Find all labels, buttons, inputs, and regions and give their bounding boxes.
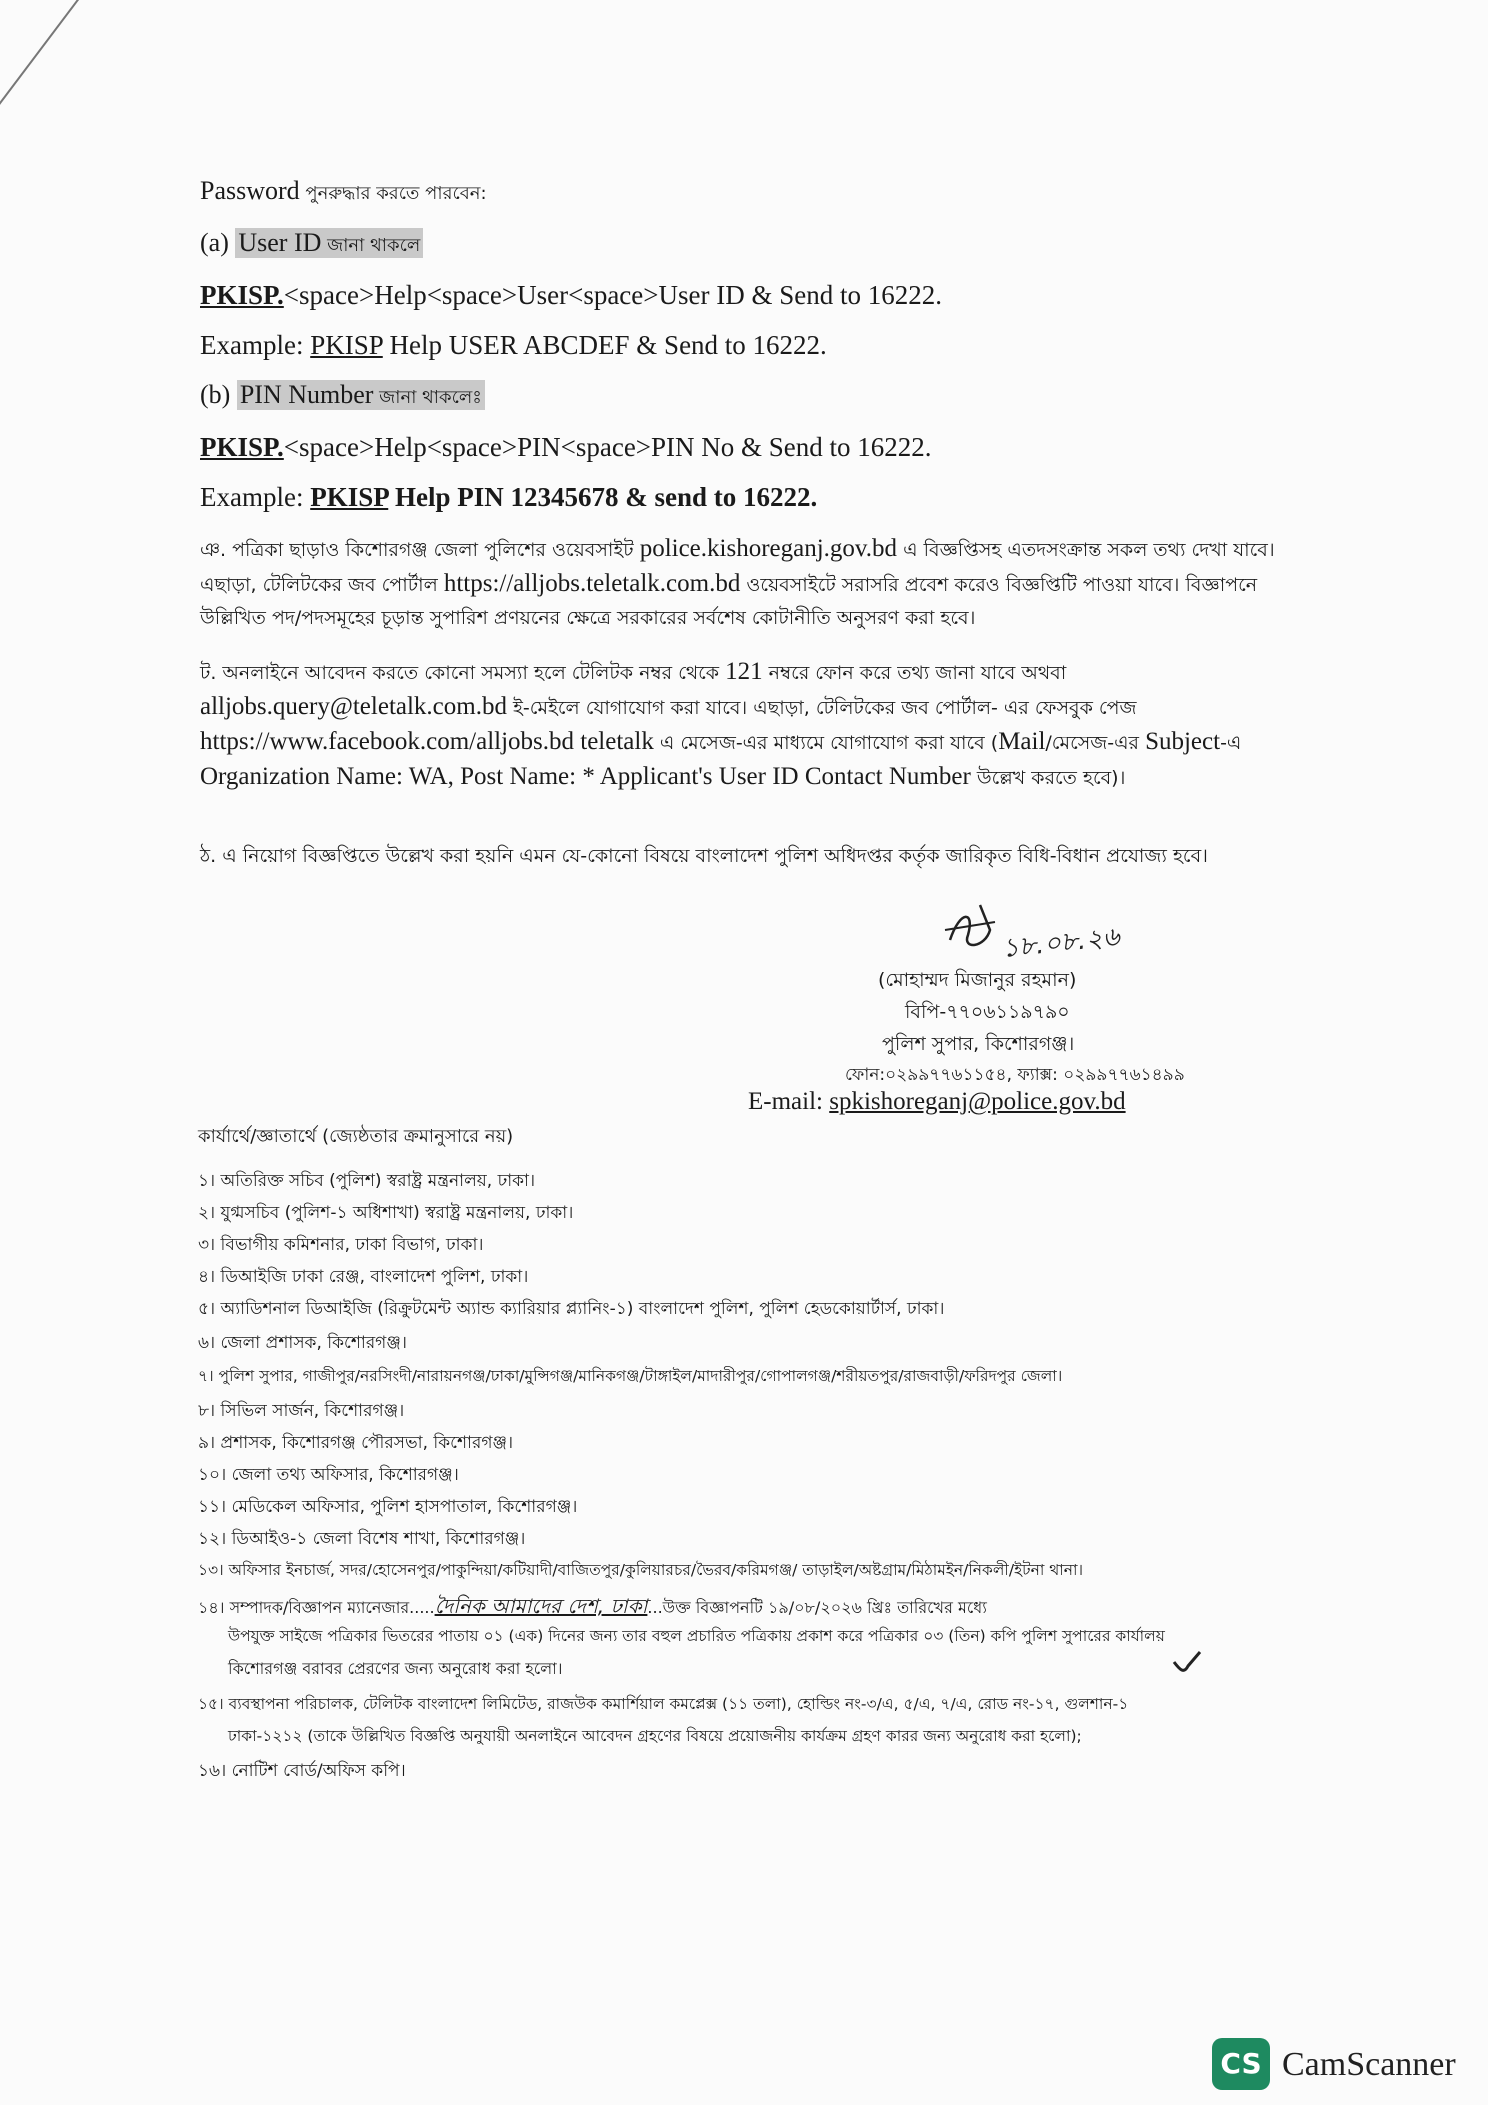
cc-item-14-line2: উপযুক্ত সাইজে পত্রিকার ভিতরের পাতায় ০১ (এক) দিনের জন্য তার বহুল প্রচারিত পত্রিকায় প্রকাশ করে পত্রিকার ০৩ (তিন) কপি পুলিশ সুপারের কার্যালয় bbox=[228, 1627, 1165, 1645]
camscanner-watermark-text: CamScanner bbox=[1282, 2046, 1456, 2083]
example-label: Example: bbox=[200, 330, 311, 360]
cc-item: ৩। বিভাগীয় কমিশনার, ঢাকা বিভাগ, ঢাকা। bbox=[198, 1235, 484, 1255]
subject-word: Subject bbox=[1145, 728, 1221, 755]
cc-item-14-line1 bbox=[198, 1592, 987, 1625]
ta-text-6: -এ bbox=[1220, 732, 1242, 754]
sms-brand: PKISP. bbox=[200, 432, 284, 462]
example-text: Help USER ABCDEF & Send to 16222. bbox=[382, 330, 827, 360]
mail-word: Mail bbox=[998, 728, 1046, 755]
option-b-prefix: (b) bbox=[200, 380, 237, 409]
example-pin bbox=[200, 482, 817, 513]
signatory-name: (মোহাম্মদ মিজানুর রহমান) bbox=[878, 969, 1077, 991]
nja-text-1: ঞ. পত্রিকা ছাড়াও কিশোরগঞ্জ জেলা পুলিশের ওয়েবসাইট bbox=[200, 539, 640, 561]
cc-item: ১০। জেলা তথ্য অফিসার, কিশোরগঞ্জ। bbox=[198, 1465, 459, 1485]
example-brand: PKISP bbox=[310, 482, 389, 512]
signatory-phone: ফোন:০২৯৯৭৭৬১১৫৪, ফ্যাক্স: ০২৯৯৭৭৬১৪৯৯ bbox=[845, 1065, 1185, 1085]
cc-item: ৫। অ্যাডিশনাল ডিআইজি (রিক্রুটমেন্ট অ্যান্ড ক্যারিয়ার প্ল্যানিং-১) বাংলাদেশ পুলিশ, পুলিশ হেডকোয়ার্টার্স, ঢাকা। bbox=[198, 1299, 945, 1319]
job-portal-url: https://alljobs.teletalk.com.bd bbox=[443, 570, 741, 597]
nja-text-3: ওয়েবসাইটে সরাসরি প্রবেশ করেও বিজ্ঞপ্তিটি পাওয়া যাবে। বিজ্ঞাপনে উল্লিখিত পদ/পদসমূহের চূড়ান্ত সুপারিশ প্রণয়নের ক্ষেত্রে সরকারের সর্বশেষ কোটানীতি অনুসরণ করা হবে। bbox=[200, 574, 1258, 629]
cc-item-14-line3: কিশোরগঞ্জ বরাবর প্রেরণের জন্য অনুরোধ করা হলো। bbox=[228, 1659, 563, 1678]
sms-brand: PKISP. bbox=[200, 280, 284, 310]
cc-item: ৪। ডিআইজি ঢাকা রেঞ্জ, বাংলাদেশ পুলিশ, ঢাকা। bbox=[198, 1267, 529, 1287]
handwritten-signature bbox=[940, 900, 1160, 964]
recovery-intro bbox=[200, 176, 487, 210]
example-brand: PKISP bbox=[310, 330, 383, 360]
option-a-prefix: (a) bbox=[200, 228, 236, 257]
example-user bbox=[200, 330, 827, 361]
option-b-en: PIN Number bbox=[239, 380, 374, 409]
cc-item: ১৬। নোটিশ বোর্ড/অফিস কপি। bbox=[198, 1761, 406, 1781]
helpline-number: 121 bbox=[725, 658, 763, 685]
cc14-suffix: ...উক্ত বিজ্ঞাপনটি ১৯/০৮/২০২৬ খ্রিঃ তারিখের মধ্যে bbox=[647, 1598, 987, 1617]
signature-date: ১৮.০৮.২৬ bbox=[1000, 921, 1121, 965]
option-a-highlight bbox=[235, 228, 423, 258]
website-url: police.kishoreganj.gov.bd bbox=[639, 535, 898, 562]
cc-item-15-line1: ১৫। ব্যবস্থাপনা পরিচালক, টেলিটক বাংলাদেশ লিমিটেড, রাজউক কমার্শিয়াল কমপ্লেক্স (১১ তলা), হোল্ডিং নং-৩/এ, ৫/এ, ৭/এ, রোড নং-১৭, গুলশান-১ bbox=[198, 1695, 1129, 1713]
recovery-intro-en: Password bbox=[200, 176, 300, 205]
option-b-bn: জানা থাকলেঃ bbox=[373, 387, 482, 408]
paragraph-tha: ঠ. এ নিয়োগ বিজ্ঞপ্তিতে উল্লেখ করা হয়নি এমন যে-কোনো বিষয়ে বাংলাদেশ পুলিশ অধিদপ্তর কর্তৃক জারিকৃত বিধি-বিধান প্রযোজ্য হবে। bbox=[200, 845, 1208, 867]
signatory-email: spkishoreganj@police.gov.bd bbox=[829, 1088, 1126, 1115]
cc-item: ৯। প্রশাসক, কিশোরগঞ্জ পৌরসভা, কিশোরগঞ্জ। bbox=[198, 1433, 514, 1453]
option-a-bn: জানা থাকলে bbox=[321, 235, 421, 256]
sms-command-pin bbox=[200, 432, 932, 463]
sms-command-user bbox=[200, 280, 942, 311]
example-text: Help PIN 12345678 & send to 16222. bbox=[388, 482, 818, 512]
query-email: alljobs.query@teletalk.com.bd bbox=[200, 693, 507, 720]
subject-format: Organization Name: WA, Post Name: * Applicant's User ID Contact Number bbox=[200, 763, 971, 790]
cc-item: ১১। মেডিকেল অফিসার, পুলিশ হাসপাতাল, কিশোরগঞ্জ। bbox=[198, 1497, 578, 1517]
scan-fold-line bbox=[0, 0, 97, 111]
paragraph-nja bbox=[200, 532, 1300, 635]
paragraph-ta bbox=[200, 655, 1300, 795]
cc-item: ৮। সিভিল সার্জন, কিশোরগঞ্জ। bbox=[198, 1401, 405, 1421]
example-label: Example: bbox=[200, 482, 311, 512]
cc-item: ১। অতিরিক্ত সচিব (পুলিশ) স্বরাষ্ট্র মন্ত্রনালয়, ঢাকা। bbox=[198, 1171, 536, 1191]
cc-item-15-line2: ঢাকা-১২১২ (তাকে উল্লিখিত বিজ্ঞপ্তি অনুযায়ী অনলাইনে আবেদন গ্রহণের বিষয়ে প্রয়োজনীয় কার্যক্রম গ্রহণ কারর জন্য অনুরোধ করা হলো); bbox=[228, 1727, 1082, 1745]
email-label: E-mail: bbox=[748, 1088, 830, 1115]
camscanner-logo-icon: CS bbox=[1212, 2038, 1270, 2090]
ta-text-1: ট. অনলাইনে আবেদন করতে কোনো সমস্যা হলে টেলিটক নম্বর থেকে bbox=[200, 662, 726, 684]
option-a-heading bbox=[200, 228, 423, 262]
cc-heading: কার্যার্থে/জ্ঞাতার্থে (জ্যেষ্ঠতার ক্রমানুসারে নয়) bbox=[198, 1126, 514, 1147]
facebook-url: https://www.facebook.com/alljobs.bd teletalk bbox=[200, 728, 654, 755]
nja-text-2: এ বিজ্ঞপ্তিসহ এতদসংক্রান্ত সকল তথ্য দেখা যাবে। এছাড়া, টেলিটকের জব পোর্টাল bbox=[200, 539, 1275, 596]
handwritten-tick-icon bbox=[1170, 1648, 1206, 1678]
cc-item: ১৩। অফিসার ইনচার্জ, সদর/হোসেনপুর/পাকুন্দিয়া/কটিয়াদী/বাজিতপুর/কুলিয়ারচর/ভৈরব/করিমগঞ্জ/ তাড়াইল/অষ্টগ্রাম/মিঠামইন/নিকলী/ইটনা থানা। bbox=[198, 1561, 1084, 1579]
signatory-email-line bbox=[748, 1088, 1126, 1116]
ta-text-4: এ মেসেজ-এর মাধ্যমে যোগাযোগ করা যাবে ( bbox=[653, 732, 999, 754]
cc-item: ৭। পুলিশ সুপার, গাজীপুর/নরসিংদী/নারায়নগঞ্জ/ঢাকা/মুন্সিগঞ্জ/মানিকগঞ্জ/টাঙ্গাইল/মাদারীপুর/গোপালগঞ্জ/শরীয়তপুর/রাজবাড়ী/ফরিদপুর জেলা। bbox=[198, 1367, 1063, 1385]
sms-command-text: <space>Help<space>User<space>User ID & Send to 16222. bbox=[283, 280, 942, 310]
cc14-handwritten-paper: দৈনিক আমাদের দেশ, ঢাকা bbox=[434, 1594, 648, 1618]
cc-item: ১২। ডিআইও-১ জেলা বিশেষ শাখা, কিশোরগঞ্জ। bbox=[198, 1529, 526, 1549]
sms-command-text: <space>Help<space>PIN<space>PIN No & Send to 16222. bbox=[283, 432, 932, 462]
ta-text-2: নম্বরে ফোন করে তথ্য জানা যাবে অথবা bbox=[762, 662, 1067, 684]
ta-text-7: উল্লেখ করতে হবে)। bbox=[970, 767, 1126, 789]
cc-item: ২। যুগ্মসচিব (পুলিশ-১ অধিশাখা) স্বরাষ্ট্র মন্ত্রনালয়, ঢাকা। bbox=[198, 1203, 574, 1223]
option-a-en: User ID bbox=[238, 228, 322, 257]
cc-item: ৬। জেলা প্রশাসক, কিশোরগঞ্জ। bbox=[198, 1333, 407, 1353]
cc14-prefix: ১৪। সম্পাদক/বিজ্ঞাপন ম্যানেজার..... bbox=[198, 1598, 435, 1617]
recovery-intro-bn: পুনরুদ্ধার করতে পারবেন: bbox=[299, 183, 487, 204]
option-b-heading bbox=[200, 380, 485, 414]
signatory-title: পুলিশ সুপার, কিশোরগঞ্জ। bbox=[882, 1033, 1075, 1055]
option-b-highlight bbox=[237, 380, 485, 410]
signatory-bp: বিপি-৭৭০৬১১৯৭৯০ bbox=[905, 1001, 1070, 1023]
ta-text-5: /মেসেজ-এর bbox=[1045, 732, 1146, 754]
ta-text-3: ই-মেইলে যোগাযোগ করা যাবে। এছাড়া, টেলিটকের জব পোর্টাল- এর ফেসবুক পেজ bbox=[506, 697, 1137, 719]
